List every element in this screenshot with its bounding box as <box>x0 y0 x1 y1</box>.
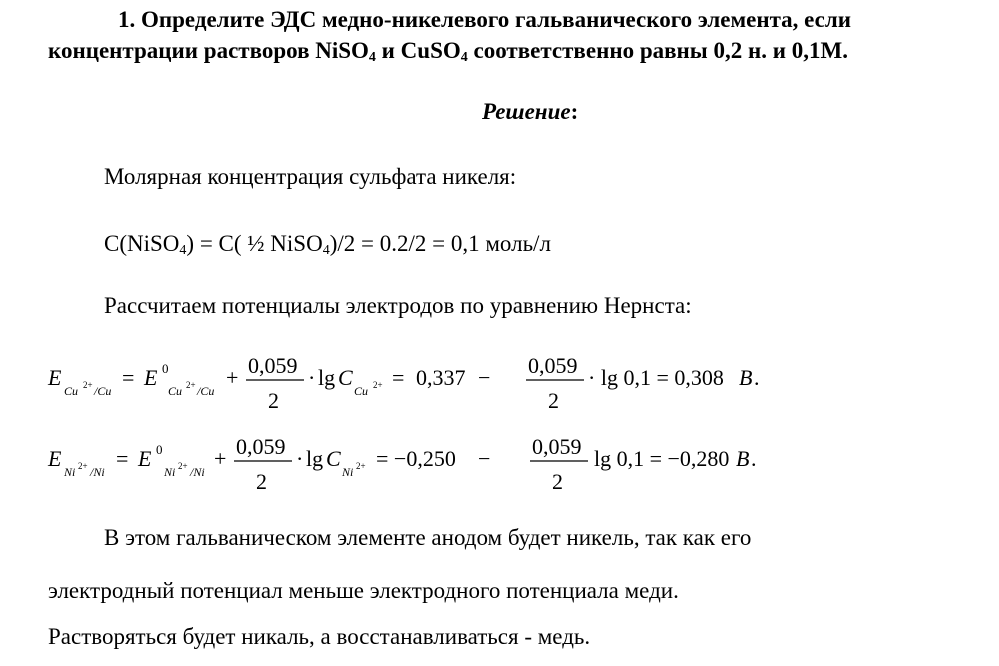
ni-frac2-den: 2 <box>552 469 563 494</box>
ni-E-sub: Ni <box>64 465 76 479</box>
cu-lg-tail: · lg 0,1 = 0,308 <box>588 365 724 390</box>
ni-E0-sup: 2+ <box>178 461 188 471</box>
cu-E0-zero: 0 <box>162 361 169 376</box>
cu-E0: E <box>144 365 158 390</box>
ni-plus: + <box>214 446 227 471</box>
ni-frac-num: 0,059 <box>236 434 286 459</box>
cu-C-sup: 2+ <box>373 380 383 390</box>
concentration-eq-sub-2: 4 <box>322 243 330 258</box>
cu-E-sup: 2+ <box>83 380 93 390</box>
solution-heading-label: Решение <box>482 99 571 124</box>
cu-minus: − <box>478 365 491 390</box>
nernst-intro-line: Рассчитаем потенциалы электродов по уравнению Нернста: <box>104 293 692 318</box>
cu-E0-sup: 2+ <box>186 380 196 390</box>
concentration-eq-part-c: )/2 = 0.2/2 = 0,1 моль/л <box>329 231 551 256</box>
cu-E0-sub-tail: /Cu <box>197 384 215 398</box>
ni-dot: · <box>296 446 304 471</box>
cu-plus: + <box>226 365 239 390</box>
task-text-part3: соответственно равны 0,2 н. и 0,1М. <box>467 38 848 63</box>
ni-E0-sub-tail: /Ni <box>190 465 205 479</box>
task-text-part2: и CuSO <box>375 38 461 63</box>
concentration-eq-part-a: C(NiSO <box>104 231 180 256</box>
solution-heading <box>482 98 578 126</box>
concentration-eq-part-b: ) = C( ½ NiSO <box>186 231 323 256</box>
cu-E0-sub: Cu <box>168 384 183 398</box>
ni-eq1: = <box>116 446 129 471</box>
molar-concentration-line: Молярная концентрация сульфата никеля: <box>104 164 517 189</box>
ni-E-sup: 2+ <box>78 461 88 471</box>
ni-E-sub-tail: /Ni <box>90 465 105 479</box>
cu-standard-value: 0,337 <box>416 365 466 390</box>
cu-E-sub: Cu <box>64 384 79 398</box>
conclusion-line-2: электродный потенциал меньше электродного потенциала меди. <box>48 578 679 603</box>
concentration-eq-sub-1: 4 <box>179 243 187 258</box>
ni-C: C <box>326 446 341 471</box>
concentration-equation <box>104 230 551 258</box>
ni-E0-sub: Ni <box>164 465 176 479</box>
cu-frac-den: 2 <box>268 388 279 413</box>
cu-end: . <box>754 365 760 390</box>
task-subscript-1: 4 <box>368 50 376 65</box>
cu-frac2-den: 2 <box>548 388 559 413</box>
nickel-potential-formula <box>46 424 766 494</box>
ni-E0-zero: 0 <box>156 442 163 457</box>
copper-formula-svg <box>46 345 766 415</box>
task-subscript-2: 4 <box>460 50 468 65</box>
cu-C: C <box>338 365 353 390</box>
ni-frac2-num: 0,059 <box>532 434 582 459</box>
copper-potential-formula <box>46 345 766 415</box>
conclusion-line-1: В этом гальваническом элементе анодом будет никель, так как его <box>104 525 752 550</box>
task-number: 1. <box>118 7 136 32</box>
cu-eq1: = <box>122 365 135 390</box>
cu-unit: B <box>739 365 753 390</box>
ni-eq2-value: = −0,250 <box>376 446 456 471</box>
cu-eq2: = <box>392 365 405 390</box>
task-text-part1: Определите ЭДС медно-никелевого гальванического элемента, если концентрации растворов NiSO <box>48 7 852 63</box>
solution-heading-colon: : <box>570 99 579 124</box>
ni-unit: B <box>736 446 750 471</box>
cu-E: E <box>48 365 62 390</box>
cu-dot: · <box>308 365 316 390</box>
ni-C-sub: Ni <box>342 465 354 479</box>
conclusion-line-3: Растворяться будет никаль, а восстанавливаться - медь. <box>48 624 591 649</box>
cu-frac2-num: 0,059 <box>528 353 578 378</box>
cu-lg: lg <box>318 365 336 390</box>
ni-E0: E <box>138 446 152 471</box>
ni-end: . <box>751 446 757 471</box>
nickel-formula-svg <box>46 424 766 494</box>
ni-lg: lg <box>306 446 324 471</box>
ni-lg-tail: lg 0,1 = −0,280 <box>594 446 730 471</box>
ni-minus: − <box>478 446 491 471</box>
ni-E: E <box>48 446 62 471</box>
ni-C-sup: 2+ <box>356 461 366 471</box>
cu-frac-num: 0,059 <box>248 353 298 378</box>
ni-frac-den: 2 <box>256 469 267 494</box>
task-statement <box>48 4 978 66</box>
cu-C-sub: Cu <box>354 384 369 398</box>
cu-E-sub-tail: /Cu <box>94 384 112 398</box>
